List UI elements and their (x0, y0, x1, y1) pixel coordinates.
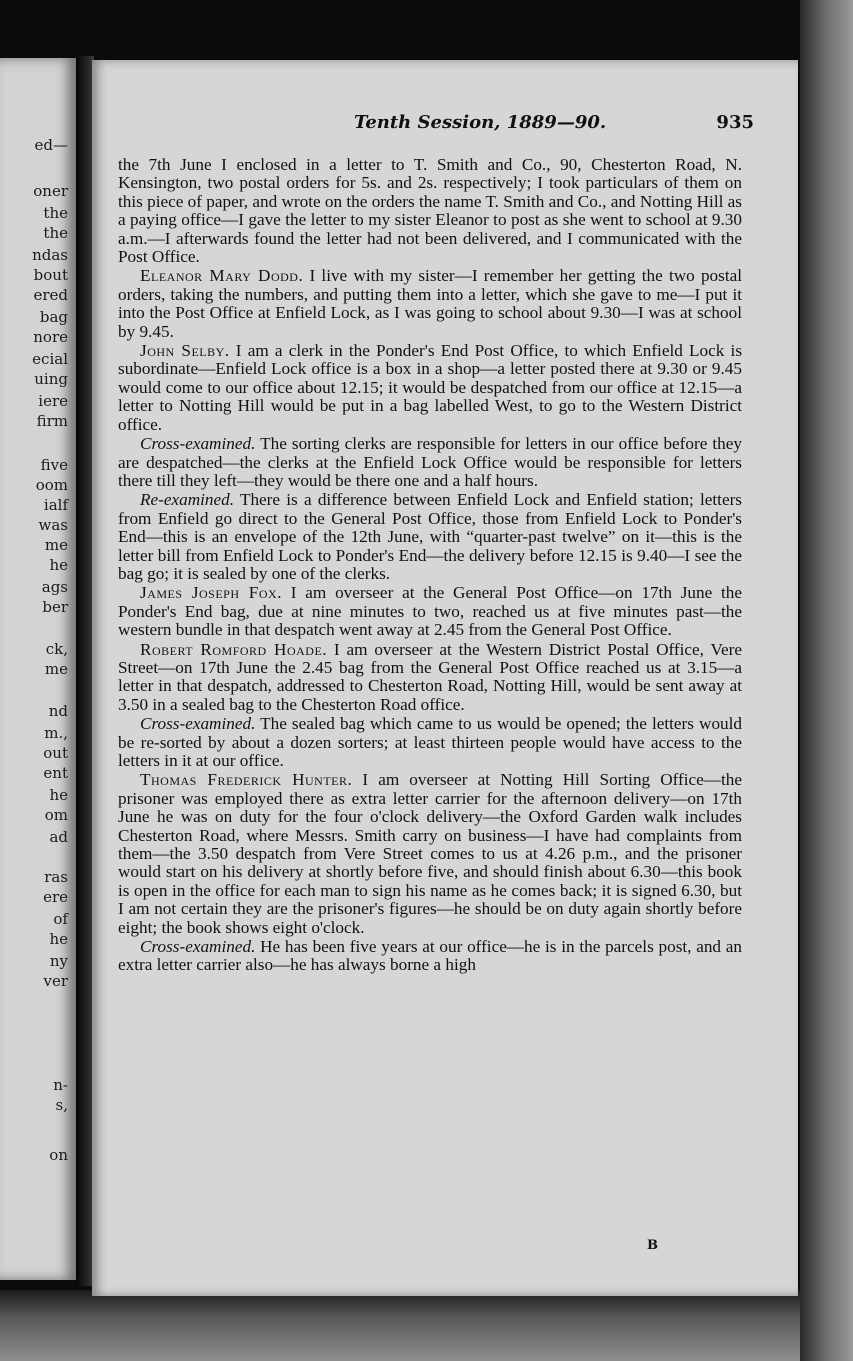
testimony-paragraph (118, 491, 742, 583)
paragraph-text: I am overseer at the Western District Postal Office, Vere Street—on 17th June the 2.45 bag from the General Post Office reached us at 3.15—a letter in that despatch, addressed to Chesterton Road, Notting Hill, would be sent away at 3.50 in a sealed bag to the Chesterton Road office. (118, 639, 742, 714)
facing-page-text-fragment: ecial (32, 350, 68, 368)
paragraph-text: There is a difference between Enfield Lock and Enfield station; letters from Enfield go direct to the General Post Office, those from Enfield Lock to Ponder's End—this is an envelope of the 12th June, with “quarter-past twelve” on it—this is the letter bill from Enfield Lock to Ponder's End—the delivery before 12.15 is 9.40—I see the bag go; it is sealed by one of the clerks. (118, 490, 742, 583)
facing-page-text-fragment: he (49, 556, 68, 574)
facing-page-text-fragment: me (44, 536, 68, 554)
scan-bottom-border (0, 1290, 853, 1361)
paragraph-text: The sorting clerks are responsible for letters in our office before they are despatched—the clerks at the Enfield Lock Office would be responsible for letters there till they left—they would be there one and a half hours. (118, 434, 742, 490)
facing-page-text-fragment: the (43, 204, 68, 222)
facing-page-text-fragment: uing (34, 370, 68, 388)
testimony-paragraph (118, 938, 742, 975)
paragraph-text: I am overseer at the General Post Office—on 17th June the Ponder's End bag, due at nine minutes to two, reached us at five minutes past—the western bundle in that despatch went away at 2.45 from the General Post Office. (118, 583, 743, 640)
testimony-paragraph (118, 342, 742, 434)
facing-page-text-fragment: was (38, 516, 68, 534)
testimony-paragraph (118, 435, 742, 490)
testimony-paragraph (118, 267, 742, 341)
witness-name: James Joseph Fox. (140, 583, 282, 603)
facing-page-text-fragment: ndas (32, 246, 68, 264)
facing-page-text-fragment: on (49, 1146, 68, 1164)
facing-page-text-fragment: me (44, 660, 68, 678)
facing-page-text-fragment: bag (39, 308, 68, 326)
facing-page-text-fragment: n- (53, 1076, 68, 1094)
document-page (92, 60, 798, 1296)
facing-page-text-fragment: ere (43, 888, 68, 906)
facing-page-text-fragment: nore (33, 328, 68, 346)
examination-label: Cross-examined. (140, 434, 256, 454)
facing-page-text-fragment: bout (33, 266, 68, 284)
paragraph-text: I am a clerk in the Ponder's End Post Office, to which Enfield Lock is subordinate—Enfield Lock office is a box in a shop—a letter posted there at 9.30 or 9.45 would come to our office about 12.15; it would be despatched from our office at 12.15—a letter to Notting Hill would be put in a bag labelled West, to go to the Western District office. (118, 341, 743, 434)
witness-name: Thomas Frederick Hunter. (140, 770, 353, 790)
facing-page-text-fragment: ered (33, 286, 68, 304)
facing-page-text-fragment: ags (41, 578, 68, 596)
witness-name: John Selby. (140, 341, 230, 361)
printer-signature-mark: B (647, 1238, 658, 1253)
facing-page-text-fragment: the (43, 224, 68, 242)
witness-name: Robert Romford Hoade. (140, 639, 328, 659)
facing-page-text-fragment: ck, (45, 640, 68, 658)
testimony-paragraph (118, 641, 742, 715)
paragraph-text: I am overseer at Notting Hill Sorting Office—the prisoner was employed there as extra letter carrier for the afternoon delivery—on 17th June he was on duty for the four o'clock delivery—the Oxford Garden walk includes Chesterton Road, where Messrs. Smith carry on business—I have had complaints from them—the 3.50 despatch from Vere Street comes to us at 4.26 p.m., and the prisoner would start on his delivery at shortly before five, and should finish about 6.30—this book is open in the office for each man to sign his name as he comes back; it is signed 6.30, but I am not certain they are the prisoner's figures—he should be on duty again shortly before eight; the book shows eight o'clock. (118, 770, 742, 937)
paragraph-text: the 7th June I enclosed in a letter to T. Smith and Co., 90, Chesterton Road, N. Kensington, two postal orders for 5s. and 2s. respectively; I took particulars of them on this piece of paper, and wrote on the orders the name T. Smith and Co., and Notting Hill as a paying office—I gave the letter to my sister Eleanor to post as she went to school at 9.30 a.m.—I afterwards found the letter had not been delivered, and I communicated with the Post Office. (118, 155, 742, 267)
scan-right-border (800, 0, 853, 1361)
facing-page-text-fragment: ny (49, 952, 68, 970)
running-title: Tenth Session, 1889—90. (354, 112, 607, 133)
facing-page-text-fragment: ed— (34, 136, 68, 154)
testimony-paragraph (118, 584, 742, 639)
paragraph-text: I live with my sister—I remember her getting the two postal orders, taking the numbers, and putting them into a letter, which she gave to me—I put it into the Post Office at Enfield Lock, as I was going to school about 9.30—I was at school by 9.45. (118, 266, 743, 341)
paragraph-text: The sealed bag which came to us would be opened; the letters would be re-sorted by about a dozen sorters; at least thirteen people would have access to the letters in it at our office. (118, 714, 742, 770)
page-number: 935 (716, 112, 754, 133)
facing-page-text-fragment: five (40, 456, 68, 474)
facing-page-text-fragment: s, (55, 1096, 68, 1114)
testimony-paragraph (118, 156, 742, 266)
facing-page-text-fragment: oner (33, 182, 68, 200)
testimony-paragraph (118, 715, 742, 770)
facing-page-text-fragment: of (53, 910, 68, 928)
facing-page-text-fragment: ver (43, 972, 68, 990)
facing-page-text-fragment: he (49, 786, 68, 804)
examination-label: Cross-examined. (140, 937, 256, 957)
paragraph-text: He has been five years at our office—he is in the parcels post, and an extra letter carrier also—he has always borne a high (118, 937, 742, 975)
witness-name: Eleanor Mary Dodd. (140, 266, 304, 286)
facing-page-text-fragment: iere (38, 392, 68, 410)
facing-page-text-fragment: oom (35, 476, 68, 494)
examination-label: Re-examined. (140, 490, 235, 510)
facing-page-text-fragment: ber (42, 598, 68, 616)
facing-page-text-fragment: ras (44, 868, 68, 886)
running-header (92, 112, 798, 138)
testimony-paragraph (118, 771, 742, 937)
facing-page-text-fragment: ialf (43, 496, 68, 514)
facing-page-text-fragment: ent (43, 764, 68, 782)
facing-page-text-fragment: out (43, 744, 68, 762)
facing-page-text-fragment: om (44, 806, 68, 824)
facing-page-text-fragment: ad (49, 828, 68, 846)
facing-page-edge (0, 58, 76, 1280)
facing-page-text-fragment: m., (44, 724, 68, 742)
page-body (118, 156, 742, 975)
facing-page-text-fragment: he (49, 930, 68, 948)
examination-label: Cross-examined. (140, 714, 256, 734)
facing-page-text-fragment: firm (36, 412, 68, 430)
facing-page-text-fragment: nd (48, 702, 68, 720)
